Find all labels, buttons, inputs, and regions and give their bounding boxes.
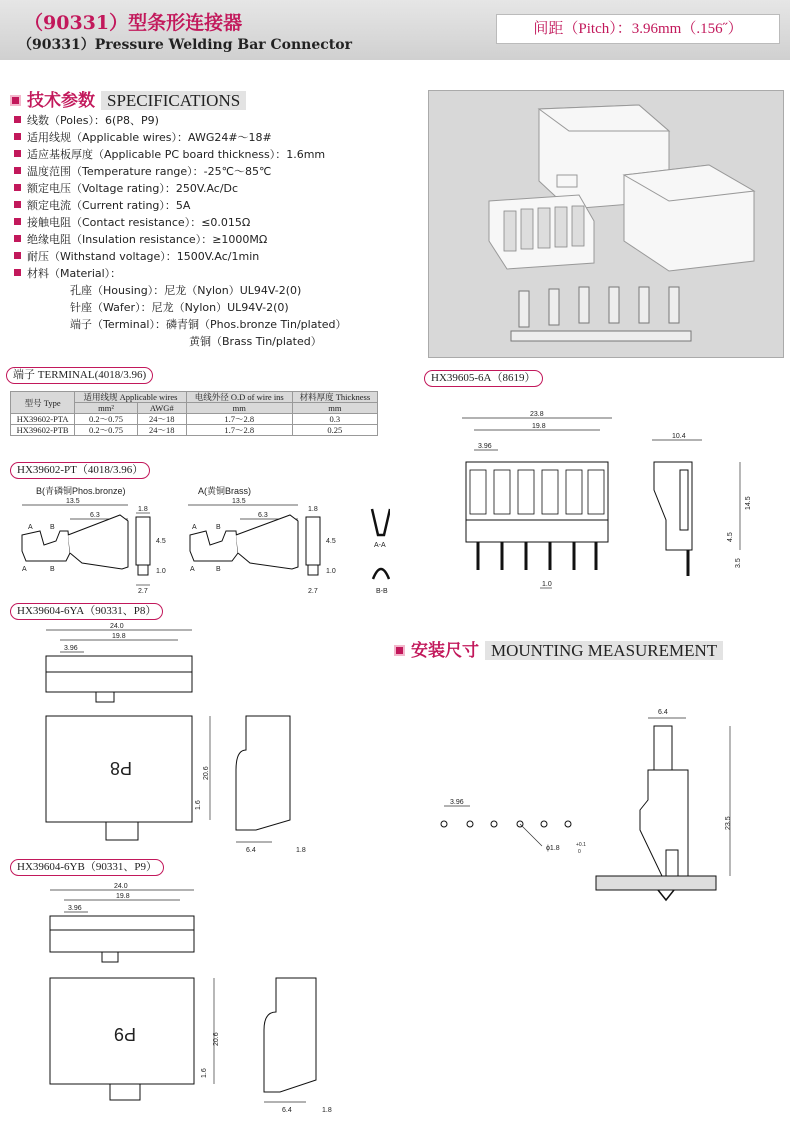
- spec-item: 线数（Poles）：6(P8、P9): [14, 112, 347, 129]
- svg-text:A: A: [192, 524, 197, 531]
- bullet-icon: [14, 116, 21, 123]
- svg-text:3.96: 3.96: [478, 443, 492, 450]
- svg-text:19.8: 19.8: [112, 633, 126, 640]
- svg-text:A: A: [28, 524, 33, 531]
- bullet-icon: [14, 218, 21, 225]
- pt-a-label: A(黄铜Brass): [198, 486, 252, 496]
- bullet-icon: [14, 201, 21, 208]
- terminal-table: [10, 391, 378, 436]
- yb-tag: HX39604-6YB（90331、P9）: [10, 859, 164, 876]
- svg-text:B-B: B-B: [376, 588, 388, 595]
- svg-text:3.96: 3.96: [450, 799, 464, 806]
- material-brass: 黄铜（Brass Tin/plated）: [189, 335, 322, 348]
- col-thick: 材料厚度 Thickness: [292, 392, 377, 403]
- spec-item: 适应基板厚度（Applicable PC board thickness）：1.6mm: [14, 146, 347, 163]
- svg-text:23.5: 23.5: [725, 816, 732, 830]
- spec-item: 额定电流（Current rating）：5A: [14, 197, 347, 214]
- unit-awg: AWG#: [137, 403, 186, 414]
- yb-drawing: [10, 880, 350, 1116]
- svg-text:13.5: 13.5: [66, 498, 80, 505]
- svg-text:A-A: A-A: [374, 542, 386, 549]
- bullet-icon: [14, 133, 21, 140]
- terminal-drawings: [10, 495, 390, 600]
- pt-b-label: B(青磷铜Phos.bronze): [36, 486, 126, 496]
- svg-text:20.6: 20.6: [213, 1032, 220, 1046]
- specs-heading: [10, 86, 246, 111]
- svg-text:3.5: 3.5: [735, 558, 742, 568]
- hx605-drawing: [440, 400, 785, 600]
- svg-text:1.8: 1.8: [308, 506, 318, 513]
- svg-text:6.4: 6.4: [658, 709, 668, 716]
- svg-text:ϕ1.8: ϕ1.8: [546, 845, 560, 852]
- svg-text:1.8: 1.8: [138, 506, 148, 513]
- svg-text:B: B: [50, 524, 55, 531]
- svg-text:1.8: 1.8: [296, 847, 306, 854]
- bullet-icon: [14, 252, 21, 259]
- unit-mm: mm: [186, 403, 292, 414]
- mount-drawing: [430, 700, 780, 910]
- material-terminal: 端子（Terminal）：磷青铜（Phos.bronze Tin/plated）: [70, 318, 347, 331]
- hx605-tag: HX39605-6A（8619）: [424, 370, 543, 387]
- material-wafer: 针座（Wafer）：尼龙（Nylon）UL94V-2(0): [70, 301, 289, 314]
- svg-text:10.4: 10.4: [672, 433, 686, 440]
- svg-text:3.96: 3.96: [68, 905, 82, 912]
- svg-text:23.8: 23.8: [530, 411, 544, 418]
- bullet-square-icon: [10, 95, 21, 106]
- svg-text:P9: P9: [113, 1024, 136, 1044]
- svg-text:6.4: 6.4: [246, 847, 256, 854]
- bullet-icon: [14, 150, 21, 157]
- bullet-icon: [14, 235, 21, 242]
- svg-text:1.0: 1.0: [326, 568, 336, 575]
- svg-text:B: B: [216, 524, 221, 531]
- page-title-cn: （90331）型条形连接器: [24, 12, 243, 34]
- svg-text:6.3: 6.3: [90, 512, 100, 519]
- svg-text:4.5: 4.5: [156, 538, 166, 545]
- unit-mm-b: mm: [292, 403, 377, 414]
- bullet-square-icon: [394, 645, 405, 656]
- col-type: 型号 Type: [11, 392, 75, 414]
- svg-text:0: 0: [578, 849, 581, 855]
- svg-text:20.6: 20.6: [203, 766, 210, 780]
- specs-heading-cn: 技术参数: [27, 91, 95, 111]
- svg-text:B: B: [216, 566, 221, 573]
- svg-text:A: A: [190, 566, 195, 573]
- bullet-icon: [14, 167, 21, 174]
- svg-text:2.7: 2.7: [138, 588, 148, 595]
- svg-text:24.0: 24.0: [114, 883, 128, 890]
- svg-text:1.6: 1.6: [201, 1068, 208, 1078]
- svg-text:B: B: [50, 566, 55, 573]
- ya-tag: HX39604-6YA（90331、P8）: [10, 603, 163, 620]
- spec-item: 额定电压（Voltage rating）：250V.Ac/Dc: [14, 180, 347, 197]
- mount-heading-en: MOUNTING MEASUREMENT: [485, 641, 723, 660]
- ya-drawing: [10, 620, 310, 855]
- mount-heading: [394, 636, 723, 661]
- terminal-tag: 端子 TERMINAL(4018/3.96): [6, 367, 153, 384]
- col-od: 电线外径 O.D of wire ins: [186, 392, 292, 403]
- bullet-icon: [14, 184, 21, 191]
- svg-text:4.5: 4.5: [727, 532, 734, 542]
- spec-list: [14, 112, 347, 350]
- mount-heading-cn: 安装尺寸: [411, 641, 479, 661]
- svg-text:19.8: 19.8: [532, 423, 546, 430]
- svg-text:1.8: 1.8: [322, 1107, 332, 1114]
- svg-text:+0.1: +0.1: [576, 842, 586, 848]
- svg-text:13.5: 13.5: [232, 498, 246, 505]
- pitch-label: 间距（Pitch）：3.96mm（.156˝）: [496, 14, 780, 44]
- svg-text:4.5: 4.5: [326, 538, 336, 545]
- svg-text:19.8: 19.8: [116, 893, 130, 900]
- material-housing: 孔座（Housing）：尼龙（Nylon）UL94V-2(0): [70, 284, 302, 297]
- spec-item: 材料（Material）：: [14, 265, 347, 282]
- svg-text:6.4: 6.4: [282, 1107, 292, 1114]
- svg-text:A: A: [22, 566, 27, 573]
- pt-tag: HX39602-PT（4018/3.96）: [10, 462, 150, 479]
- bullet-icon: [14, 269, 21, 276]
- svg-text:2.7: 2.7: [308, 588, 318, 595]
- svg-text:1.0: 1.0: [156, 568, 166, 575]
- svg-text:24.0: 24.0: [110, 623, 124, 630]
- spec-item: 耐压（Withstand voltage）：1500V.Ac/1min: [14, 248, 347, 265]
- product-photo: [428, 90, 784, 358]
- svg-text:14.5: 14.5: [745, 496, 752, 510]
- svg-text:1.6: 1.6: [195, 800, 202, 810]
- svg-text:P8: P8: [109, 758, 132, 778]
- svg-text:6.3: 6.3: [258, 512, 268, 519]
- spec-item: 接触电阻（Contact resistance）：≤0.015Ω: [14, 214, 347, 231]
- specs-heading-en: SPECIFICATIONS: [101, 91, 246, 110]
- page-title-en: （90331）Pressure Welding Bar Connector: [18, 37, 352, 53]
- spec-item: 绝缘电阻（Insulation resistance）：≥1000MΩ: [14, 231, 347, 248]
- col-wires: 适用线规 Applicable wires: [75, 392, 187, 403]
- unit-mm2: mm²: [75, 403, 138, 414]
- spec-item: 适用线规（Applicable wires）：AWG24#～18#: [14, 129, 347, 146]
- table-row: HX39602-PTB 0.2～0.75 24～18 1.7～2.8 0.25: [11, 425, 378, 436]
- table-row: HX39602-PTA 0.2～0.75 24～18 1.7～2.8 0.3: [11, 414, 378, 425]
- svg-text:3.96: 3.96: [64, 645, 78, 652]
- spec-item: 温度范围（Temperature range）：-25℃～85℃: [14, 163, 347, 180]
- connector-photo-drawing: [429, 91, 785, 359]
- svg-text:1.0: 1.0: [542, 581, 552, 588]
